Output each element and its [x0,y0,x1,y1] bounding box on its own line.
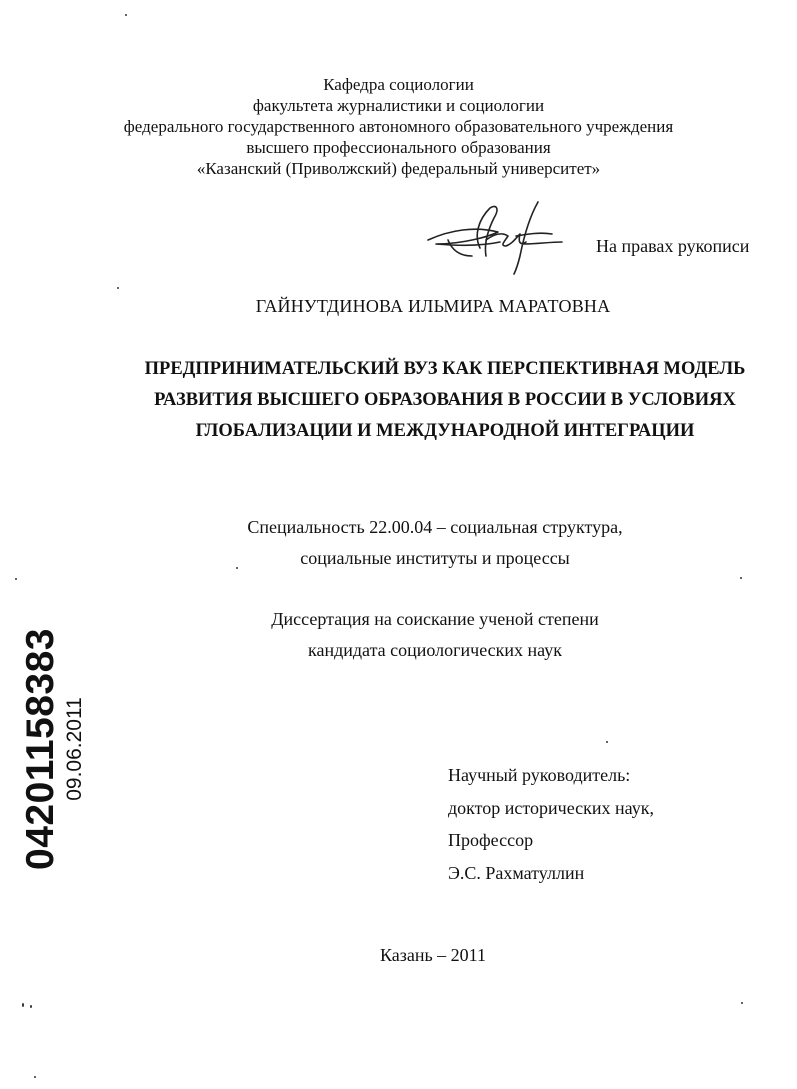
stamp-date: 09.06.2011 [63,697,86,801]
city-year: Казань – 2011 [379,945,487,965]
scientific-advisor [448,759,654,889]
advisor-label: Научный руководитель: [448,765,631,785]
specialty-line-2: социальные институты и процессы [300,548,570,568]
scan-speck [740,577,742,579]
institution-header [0,74,797,179]
title-line-3: ГЛОБАЛИЗАЦИИ И МЕЖДУНАРОДНОЙ ИНТЕГРАЦИИ [195,421,695,441]
title-line-2: РАЗВИТИЯ ВЫСШЕГО ОБРАЗОВАНИЯ В РОССИИ В УСЛОВИЯХ [154,390,736,410]
author-name: ГАЙНУТДИНОВА ИЛЬМИРА МАРАТОВНА [255,296,611,316]
stamp-number: 04201158383 [19,628,62,870]
degree-line-2: кандидата социологических наук [308,640,562,660]
scan-speck [34,1076,36,1078]
dissertation-title [120,354,770,447]
handwritten-signature [420,196,570,286]
header-line-institution-type: федерального государственного автономного образовательного учреждения [123,117,674,136]
scan-speck [22,1003,24,1007]
advisor-title: Профессор [448,830,534,850]
manuscript-rights-note: На правах рукописи [596,236,750,256]
scan-speck [125,14,127,16]
scan-speck [606,741,608,743]
scan-speck [741,1002,743,1004]
degree-line-1: Диссертация на соискание ученой степени [271,609,599,629]
specialty-line-1: Специальность 22.00.04 – социальная структура, [247,517,623,537]
header-line-education-level: высшего профессионального образования [246,138,551,157]
scan-speck [236,567,238,569]
scan-speck [30,1005,32,1008]
title-line-1: ПРЕДПРИНИМАТЕЛЬСКИЙ ВУЗ КАК ПЕРСПЕКТИВНАЯ МОДЕЛЬ [144,359,746,379]
advisor-degree: доктор исторических наук, [448,797,654,818]
specialty [0,512,797,574]
scan-speck [15,578,17,580]
advisor-name: Э.С. Рахматуллин [448,862,585,883]
degree-statement [0,604,797,666]
header-line-faculty: факультета журналистики и социологии [252,96,545,115]
header-line-university: «Казанский (Приволжский) федеральный университет» [196,159,601,178]
scan-speck [117,287,119,289]
library-stamp [19,628,86,870]
header-line-department: Кафедра социологии [323,75,474,94]
